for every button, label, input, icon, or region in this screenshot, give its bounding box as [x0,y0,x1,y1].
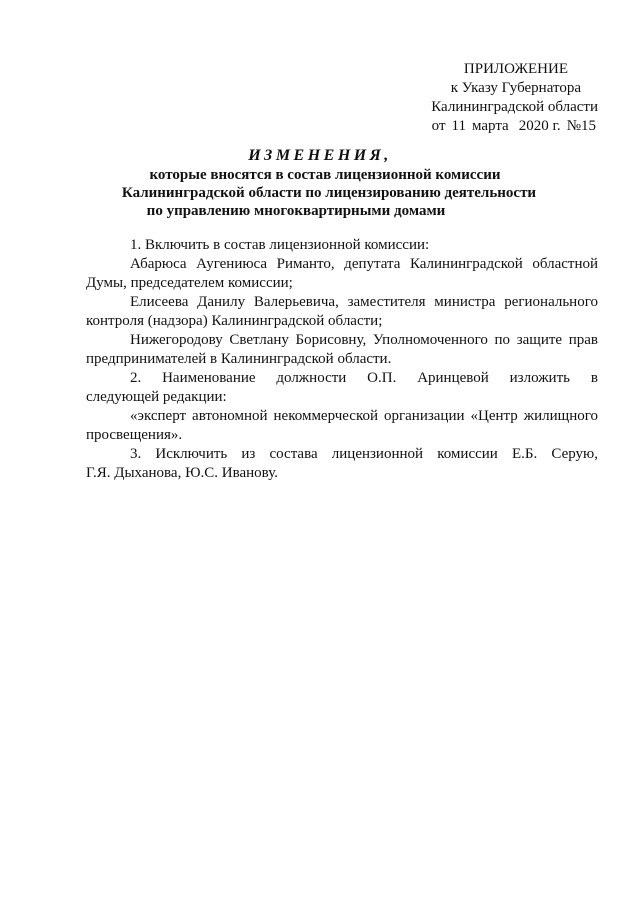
title-line-2: Калининградской области по лицензированию деятельности [121,185,537,201]
item-2-line-2: следующей редакции: [86,389,227,405]
item-3-word: Исключить [155,446,228,462]
person-3-line-1: Нижегородову Светлану Борисовну, Уполномоченного по защите прав [130,332,598,348]
quote-line-2: просвещения». [86,427,183,443]
person-1-paragraph [86,255,598,293]
item-3-word: комиссии [437,446,498,462]
person-3-paragraph [86,331,598,369]
item-2-word: Аринцевой [417,370,489,386]
document-body [86,236,598,483]
item-3-word: состава [269,446,318,462]
person-2-line-1: Елисеева Данилу Валерьевича, заместителя министра регионального [130,294,598,310]
title-line-3: по управлению многоквартирными домами [146,203,446,219]
quote-paragraph [86,407,598,445]
item-3-line-1 [86,445,598,464]
quote-line-1: «эксперт автономной некоммерческой организации «Центр жилищного [130,408,598,424]
date-month: марта [471,118,509,134]
appendix-block [378,60,598,136]
item-3-word: 3. [130,446,142,462]
appendix-region: Калининградской области [431,99,598,115]
date-year: 2020 г. [518,118,561,134]
date-prefix: от [431,118,446,134]
item-2-word: Наименование [162,370,256,386]
appendix-decree-ref: к Указу Губернатора [450,80,581,96]
item-3-paragraph [86,445,598,483]
date-day: 11 [451,118,466,134]
item-2-word: должности [276,370,347,386]
person-1-line-2: Думы, председателем комиссии; [86,275,293,291]
item-2-word: 2. [130,370,142,386]
person-2-line-2: контроля (надзора) Калининградской области; [86,313,383,329]
item-3-word: Е.Б. [511,446,538,462]
appendix-title: ПРИЛОЖЕНИЕ [463,61,568,77]
title-line-1: которые вносятся в состав лицензионной комиссии [149,167,501,183]
item-2-paragraph [86,369,598,407]
item-3-word: Серую, [551,446,598,462]
item-2-word: в [590,370,598,386]
person-3-line-2: предпринимателей в Калининградской области. [86,351,392,367]
item-3-word: лицензионной [331,446,424,462]
item-1-intro: 1. Включить в состав лицензионной комиссии: [130,237,430,253]
person-1-line-1: Абарюса Аугениюса Риманто, депутата Калининградской областной [130,256,598,272]
appendix-date-line [378,117,598,136]
person-2-paragraph [86,293,598,331]
item-3-line-2: Г.Я. Дыханова, Ю.С. Иванову. [86,465,278,481]
item-2-word: изложить [509,370,570,386]
decree-number: №15 [566,118,596,134]
item-2-line-1 [86,369,598,388]
title-heading: ИЗМЕНЕНИЯ, [248,147,392,164]
item-2-word: О.П. [367,370,397,386]
item-3-word: из [241,446,256,462]
document-title [0,147,640,220]
